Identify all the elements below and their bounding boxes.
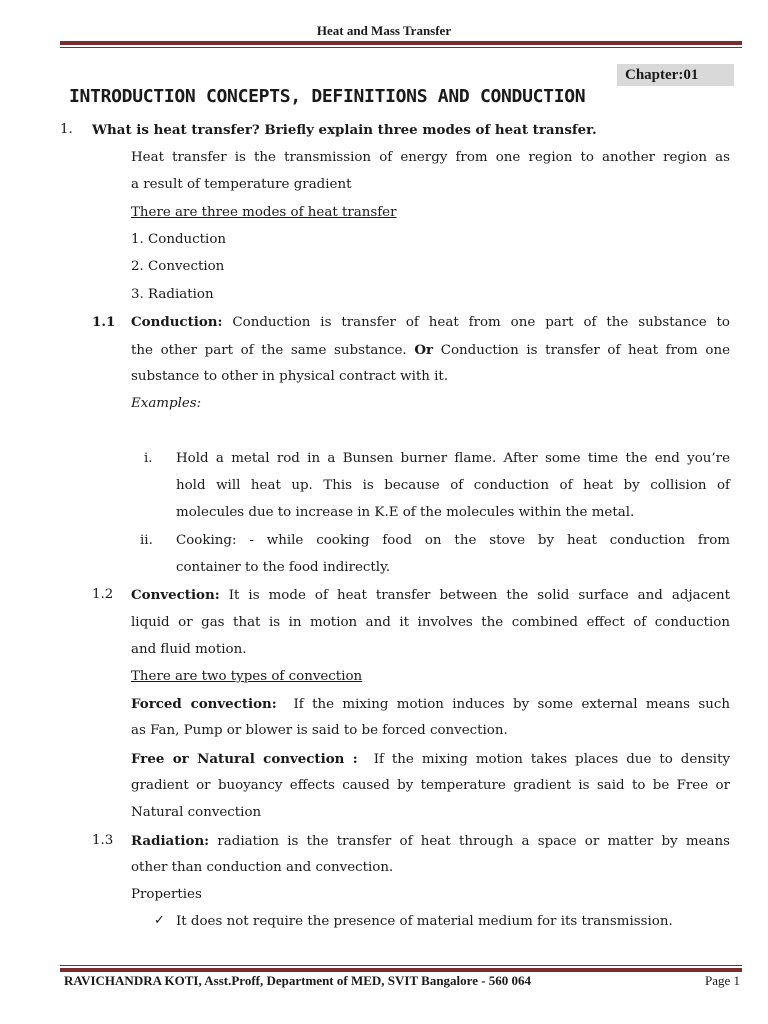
- section-number: 1.3: [92, 833, 114, 848]
- example-line: Hold a metal rod in a Bunsen burner flame. After some time the end you’re: [176, 451, 730, 466]
- header-rule: [60, 41, 742, 45]
- conduction-line: [131, 313, 730, 332]
- header-rule-thin: [60, 47, 742, 48]
- conduction-text: the other part of the same substance.: [131, 343, 407, 358]
- chapter-label: Chapter:01: [617, 64, 734, 86]
- forced-convection-line: as Fan, Pump or blower is said to be forced convection.: [131, 723, 508, 738]
- mode-item: 1. Conduction: [131, 232, 227, 247]
- footer-rule: [60, 968, 742, 972]
- section-number: 1.1: [92, 314, 116, 330]
- footer-author: RAVICHANDRA KOTI, Asst.Proff, Department of MED, SVIT Bangalore - 560 064: [64, 973, 532, 988]
- mode-item: 3. Radiation: [131, 287, 214, 302]
- conduction-line: substance to other in physical contract with it.: [131, 369, 449, 384]
- examples-label: Examples:: [131, 396, 202, 411]
- convection-text: It is mode of heat transfer between the solid surface and adjacent: [228, 588, 731, 603]
- definition-line: Heat transfer is the transmission of energy from one region to another region as: [131, 150, 730, 165]
- radiation-label: Radiation:: [131, 833, 210, 849]
- section-number: 1.2: [92, 587, 114, 602]
- example-line: molecules due to increase in K.E of the molecules within the metal.: [176, 505, 635, 520]
- free-convection-text: If the mixing motion takes places due to density: [373, 752, 731, 767]
- example-line: hold will heat up. This is because of conduction of heat by collision of: [176, 478, 730, 493]
- property-item: It does not require the presence of material medium for its transmission.: [176, 914, 673, 929]
- convection-line: liquid or gas that is in motion and it involves the combined effect of conduction: [131, 615, 730, 630]
- radiation-line: [131, 832, 730, 851]
- question-number: 1.: [60, 122, 73, 137]
- convection-line: and fluid motion.: [131, 642, 247, 657]
- example-line: Cooking: - while cooking food on the stove by heat conduction from: [176, 533, 730, 548]
- checkmark-icon: ✓: [154, 913, 165, 928]
- example-number: ii.: [140, 533, 153, 548]
- free-convection-line: gradient or buoyancy effects caused by temperature gradient is said to be Free or: [131, 778, 730, 793]
- forced-convection-line: [131, 695, 730, 714]
- properties-label: Properties: [131, 887, 202, 902]
- conduction-line: [131, 341, 730, 360]
- running-header: Heat and Mass Transfer: [316, 23, 452, 38]
- free-convection-line: Natural convection: [131, 805, 262, 820]
- page-title: INTRODUCTION CONCEPTS, DEFINITIONS AND CONDUCTION: [69, 86, 586, 107]
- free-convection-line: [131, 750, 730, 769]
- radiation-text: radiation is the transfer of heat through a space or matter by means: [217, 834, 730, 849]
- free-convection-label: Free or Natural convection :: [131, 751, 358, 767]
- forced-convection-text: If the mixing motion induces by some external means such: [293, 697, 730, 712]
- or-keyword: Or: [414, 342, 434, 358]
- convection-label: Convection:: [131, 587, 220, 603]
- example-number: i.: [144, 451, 153, 466]
- mode-item: 2. Convection: [131, 259, 225, 274]
- conduction-text: Conduction is transfer of heat from one: [440, 343, 731, 358]
- radiation-line: other than conduction and convection.: [131, 860, 394, 875]
- page-footer: [64, 973, 740, 989]
- convection-line: [131, 586, 730, 605]
- forced-convection-label: Forced convection:: [131, 696, 277, 712]
- example-line: container to the food indirectly.: [176, 560, 391, 575]
- modes-heading: There are three modes of heat transfer: [131, 205, 397, 220]
- question-text: What is heat transfer? Briefly explain three modes of heat transfer.: [92, 122, 597, 138]
- conduction-label: Conduction:: [131, 314, 223, 330]
- definition-line: a result of temperature gradient: [131, 177, 352, 192]
- page-number: Page 1: [704, 973, 740, 988]
- footer-rule-thin: [60, 965, 742, 966]
- conduction-text: Conduction is transfer of heat from one part of the substance to: [232, 315, 730, 330]
- convection-types-heading: There are two types of convection: [131, 669, 363, 684]
